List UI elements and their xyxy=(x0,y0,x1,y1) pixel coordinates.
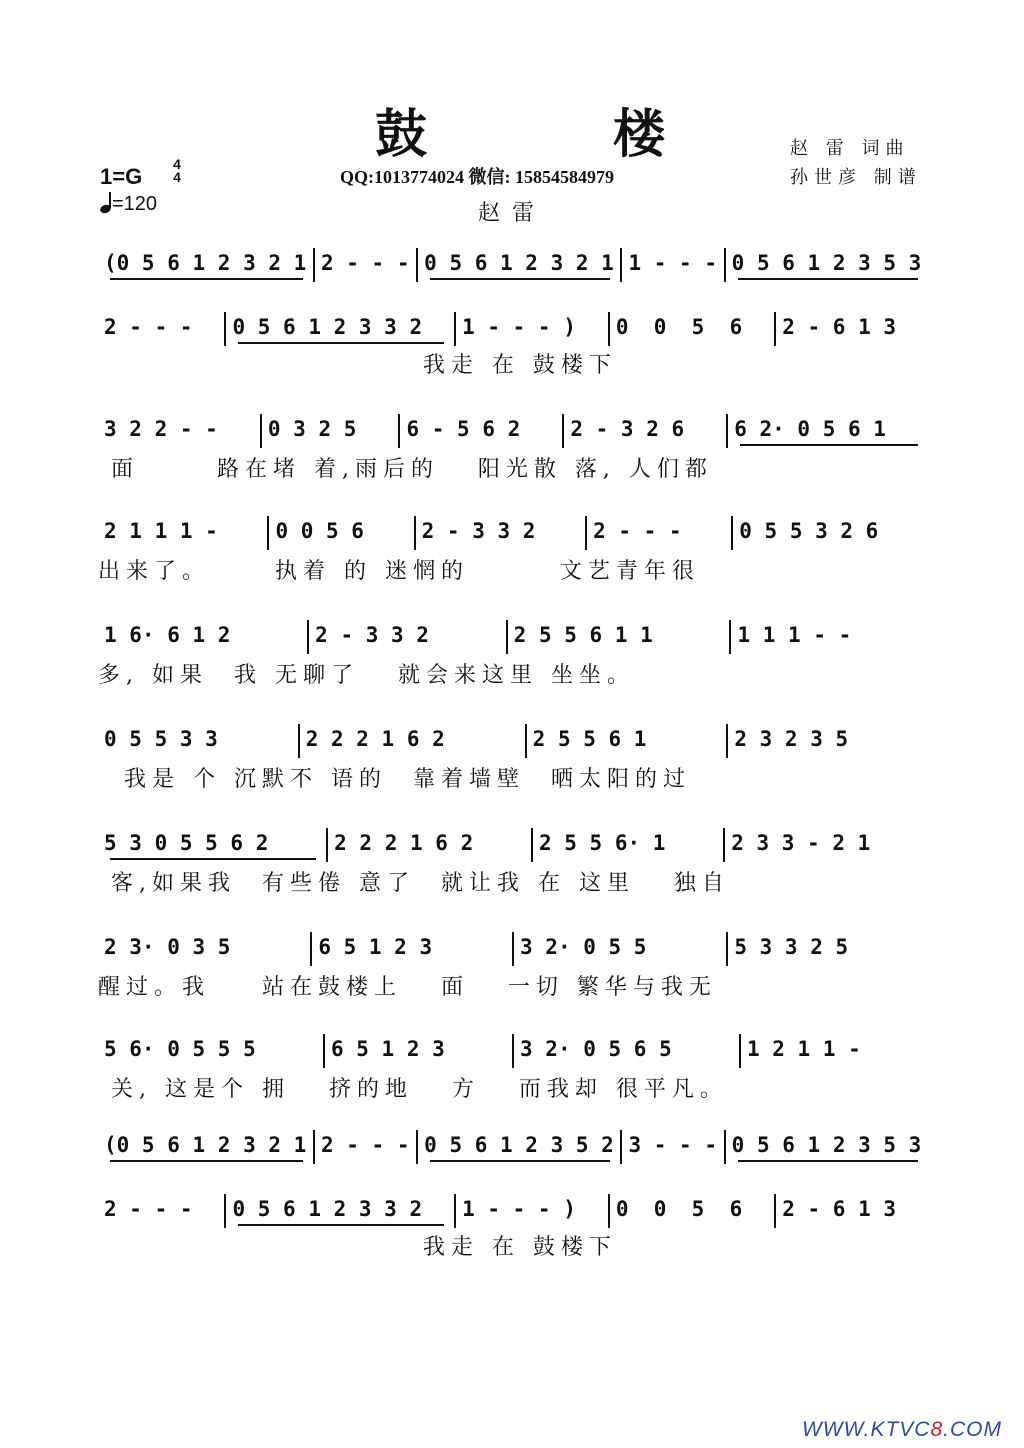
score-row-3-notes xyxy=(98,414,928,448)
measure: 2 3 3 - 2 1 xyxy=(723,828,928,862)
score-row-8-lyric: 醒过。我 站在鼓楼上 面 一切 繁华与我无 xyxy=(98,975,717,1000)
contact-info: QQ:1013774024 微信: 15854584979 xyxy=(340,167,614,187)
score-row-8-notes xyxy=(98,932,928,966)
score-row-4-lyric: 出来了。 执着 的 迷惘的 文艺青年很 xyxy=(98,559,700,584)
title-char-1: 鼓 xyxy=(375,104,428,165)
score-row-7-notes xyxy=(98,828,928,862)
tempo-value: =120 xyxy=(112,193,158,215)
site-watermark xyxy=(802,1418,1002,1442)
measure: 2 - - - xyxy=(104,1197,193,1221)
score-row-1-notes xyxy=(98,248,928,282)
singer-name: 赵雷 xyxy=(478,201,547,226)
measure: 0 5 6 1 2 3 5 3 xyxy=(724,1130,928,1164)
quarter-note-icon xyxy=(100,192,112,214)
score-row-6-notes xyxy=(98,724,928,758)
measure: 0 3 2 5 xyxy=(260,414,399,448)
measure: 2 - 6 1 3 xyxy=(774,312,928,346)
title-char-2: 楼 xyxy=(612,104,665,165)
measure: 5 3 0 5 5 6 2 xyxy=(98,828,326,862)
score-row-5-notes xyxy=(98,620,928,654)
measure: 3 2· 0 5 6 5 xyxy=(512,1034,739,1068)
score-row-11-lyric: 我走 在 鼓楼下 xyxy=(98,1235,617,1260)
measure: 2 - - - xyxy=(104,315,193,339)
score-row-2-notes xyxy=(98,312,928,346)
measure: 0 5 6 1 2 3 5 2 xyxy=(416,1130,620,1164)
key-signature: 1=G xyxy=(100,164,143,189)
measure: 0 5 6 1 2 3 3 2 xyxy=(224,312,454,346)
score-row-4-notes xyxy=(98,516,928,550)
measure: 6 2· 0 5 6 1 xyxy=(726,414,928,448)
score-row-5-lyric: 多, 如果 我 无聊了 就会来这里 坐坐。 xyxy=(98,663,635,688)
measure: (0 5 6 1 2 3 2 1 xyxy=(98,248,313,282)
measure: 2 - 6 1 3 xyxy=(774,1194,928,1228)
measure: 2 3 2 3 5 xyxy=(726,724,928,758)
measure: 2 2 2 1 6 2 xyxy=(326,828,531,862)
measure: 2 - 3 3 2 xyxy=(307,620,506,654)
time-signature xyxy=(170,158,184,184)
measure: 0 5 5 3 3 xyxy=(104,727,218,751)
score-row-2-lyric: 我走 在 鼓楼下 xyxy=(98,353,617,378)
measure: 2 - - - xyxy=(585,516,731,550)
score-row-3-lyric: 面 路在堵 着,雨后的 阳光散 落, 人们都 xyxy=(98,457,713,482)
measure: 2 - 3 2 6 xyxy=(562,414,726,448)
time-signature-top: 4 xyxy=(173,156,181,172)
measure: 1 - - - ) xyxy=(454,1194,608,1228)
measure: 6 5 1 2 3 xyxy=(310,932,512,966)
measure: 0 5 5 3 2 6 xyxy=(731,516,928,550)
score-row-7-lyric: 客,如果我 有些倦 意了 就让我 在 这里 独自 xyxy=(98,871,730,896)
measure: 0 5 6 1 2 3 5 3 xyxy=(724,248,928,282)
measure: 2 1 1 1 - xyxy=(104,519,218,543)
measure: 2 - - - xyxy=(313,248,416,282)
measure: 2 - - - xyxy=(313,1130,416,1164)
composer-credit: 赵 雷 词曲 xyxy=(790,138,910,159)
measure: 2 5 5 6· 1 xyxy=(531,828,723,862)
measure: 0 0 5 6 xyxy=(608,312,774,346)
measure: 2 5 5 6 1 xyxy=(525,724,727,758)
measure: 2 2 2 1 6 2 xyxy=(298,724,525,758)
score-row-6-lyric: 我是 个 沉默不 语的 靠着墙壁 晒太阳的过 xyxy=(98,767,691,792)
measure: 3 - - - xyxy=(620,1130,723,1164)
measure: 3 2· 0 5 5 xyxy=(512,932,726,966)
measure: 2 - 3 3 2 xyxy=(414,516,585,550)
measure: 0 5 6 1 2 3 3 2 xyxy=(224,1194,454,1228)
song-title xyxy=(375,92,665,167)
measure: 1 - - - xyxy=(620,248,723,282)
measure: 1 1 1 - - xyxy=(729,620,928,654)
measure: (0 5 6 1 2 3 2 1 xyxy=(98,1130,313,1164)
score-row-9-notes xyxy=(98,1034,928,1068)
score-row-9-lyric: 关, 这是个 拥 挤的地 方 而我却 很平凡。 xyxy=(98,1077,728,1102)
tempo-marking xyxy=(100,192,157,216)
measure: 1 - - - ) xyxy=(454,312,608,346)
measure: 5 6· 0 5 5 5 xyxy=(104,1037,256,1061)
measure: 0 0 5 6 xyxy=(608,1194,774,1228)
measure: 5 3 3 2 5 xyxy=(726,932,928,966)
watermark-mid: 8 xyxy=(930,1418,944,1441)
arranger-credit: 孙世彦 制谱 xyxy=(790,167,922,188)
measure: 3 2 2 - - xyxy=(104,417,218,441)
watermark-prefix: WWW.KTVC xyxy=(801,1418,931,1441)
measure: 2 3· 0 3 5 xyxy=(104,935,231,959)
score-row-10-notes xyxy=(98,1130,928,1164)
measure: 6 - 5 6 2 xyxy=(398,414,562,448)
measure: 0 5 6 1 2 3 2 1 xyxy=(416,248,620,282)
measure: 1 2 1 1 - xyxy=(739,1034,928,1068)
score-row-11-notes xyxy=(98,1194,928,1228)
measure: 2 5 5 6 1 1 xyxy=(506,620,730,654)
measure: 6 5 1 2 3 xyxy=(323,1034,512,1068)
watermark-suffix: .COM xyxy=(943,1418,1002,1441)
measure: 1 6· 6 1 2 xyxy=(104,623,231,647)
measure: 0 0 5 6 xyxy=(267,516,413,550)
time-signature-bottom: 4 xyxy=(173,169,181,185)
